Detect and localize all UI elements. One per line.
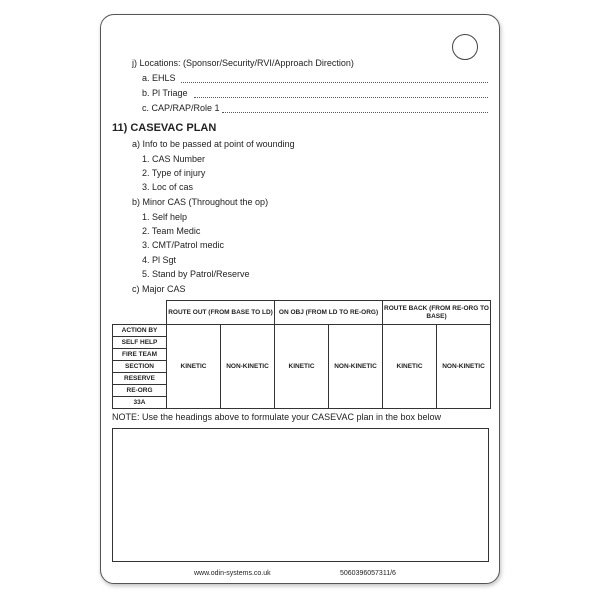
minor-item-5: 5. Stand by Patrol/Reserve: [142, 269, 250, 279]
col-header-route-out: ROUTE OUT (FROM BASE TO LD): [167, 301, 275, 325]
row-label-33a: 33A: [133, 399, 146, 406]
locations-title: j) Locations: (Sponsor/Security/RVI/Approach Direction): [132, 58, 354, 68]
location-ehls-label: a. EHLS: [142, 73, 176, 83]
major-title: c) Major CAS: [132, 284, 186, 294]
row-label-action-by: ACTION BY: [113, 325, 166, 337]
route-back-kinetic: KINETIC: [383, 325, 437, 409]
location-triage-label: b. Pl Triage: [142, 88, 188, 98]
casevac-heading: 11) CASEVAC PLAN: [112, 122, 217, 134]
minor-item-4: 4. Pl Sgt: [142, 255, 177, 265]
casevac-plan-box[interactable]: [112, 428, 489, 562]
punch-hole: [452, 34, 478, 60]
route-back-non-kinetic: NON-KINETIC: [437, 325, 491, 409]
route-out-non-kinetic: NON-KINETIC: [221, 325, 275, 409]
table-corner: [113, 301, 167, 325]
row-label-re-org: RE-ORG: [113, 385, 166, 397]
minor-item-1: 1. Self help: [142, 212, 188, 222]
route-out-kinetic: KINETIC: [167, 325, 221, 409]
info-item-2: 2. Type of injury: [142, 168, 206, 178]
on-obj-kinetic: KINETIC: [275, 325, 329, 409]
on-obj-non-kinetic: NON-KINETIC: [329, 325, 383, 409]
row-labels-cell: [113, 325, 167, 409]
minor-title: b) Minor CAS (Throughout the op): [132, 197, 269, 207]
location-cap-line: [222, 112, 488, 113]
col-header-route-back: ROUTE BACK (FROM RE-ORG TO BASE): [383, 301, 491, 325]
info-item-3: 3. Loc of cas: [142, 182, 194, 192]
footer-code: 5060396057311/6: [340, 570, 396, 577]
minor-item-3: 3. CMT/Patrol medic: [142, 240, 225, 250]
minor-item-2: 2. Team Medic: [142, 226, 201, 236]
casevac-table: [112, 300, 491, 409]
location-triage-line: [194, 97, 488, 98]
location-ehls-line: [181, 82, 488, 83]
location-cap-label: c. CAP/RAP/Role 1: [142, 103, 220, 113]
row-label-reserve: RESERVE: [113, 373, 166, 385]
note-text: NOTE: Use the headings above to formulate your CASEVAC plan in the box below: [112, 412, 442, 422]
info-item-1: 1. CAS Number: [142, 154, 206, 164]
footer-website: www.odin-systems.co.uk: [194, 570, 271, 577]
info-title: a) Info to be passed at point of wounding: [132, 139, 295, 149]
row-label-section: SECTION: [113, 361, 166, 373]
row-label-fire-team: FIRE TEAM: [113, 349, 166, 361]
col-header-on-obj: ON OBJ (FROM LD TO RE-ORG): [275, 301, 383, 325]
row-label-self-help: SELF HELP: [113, 337, 166, 349]
